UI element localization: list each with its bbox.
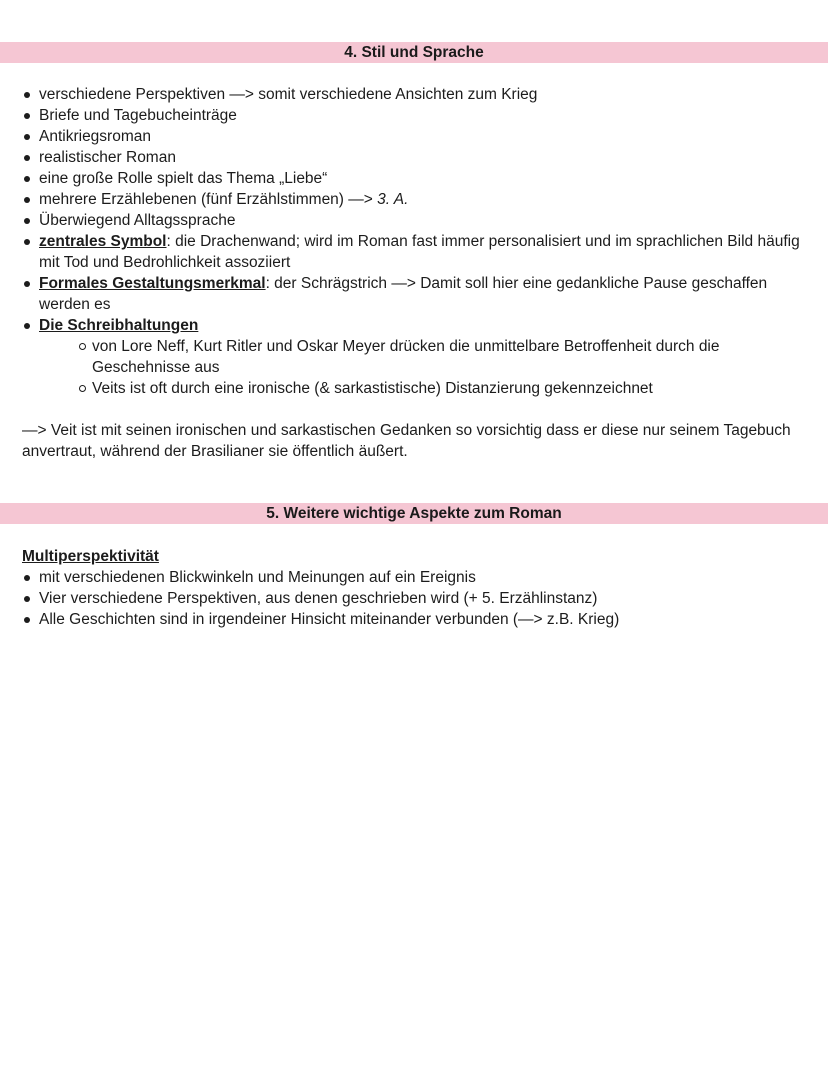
list-item: Überwiegend Alltagssprache xyxy=(22,210,812,231)
list-item-symbol: zentrales Symbol: die Drachenwand; wird im Roman fast immer personalisiert und im sprachlichen Bild häufig mit Tod und Bedrohlichkeit assoziiert xyxy=(22,231,812,273)
schreibhaltungen-sublist xyxy=(39,336,812,399)
section-5-header xyxy=(0,503,828,524)
list-item: eine große Rolle spielt das Thema „Liebe“ xyxy=(22,168,812,189)
list-item-formal: Formales Gestaltungsmerkmal: der Schrägstrich —> Damit soll hier eine gedankliche Pause geschaffen werden es xyxy=(22,273,812,315)
sub-list-item: Veits ist oft durch eine ironische (& sarkastistische) Distanzierung gekennzeichnet xyxy=(39,378,812,399)
sub-list-item: von Lore Neff, Kurt Ritler und Oskar Meyer drücken die unmittelbare Betroffenheit durch die Geschehnisse aus xyxy=(39,336,812,378)
symbol-label: zentrales Symbol xyxy=(39,233,167,250)
section-4-list xyxy=(22,84,812,399)
schreibhaltungen-label: Die Schreibhaltungen xyxy=(39,317,199,334)
formal-label: Formales Gestaltungsmerkmal xyxy=(39,275,266,292)
list-item: Vier verschiedene Perspektiven, aus denen geschrieben wird (+ 5. Erzählinstanz) xyxy=(22,588,812,609)
list-item: verschiedene Perspektiven —> somit verschiedene Ansichten zum Krieg xyxy=(22,84,812,105)
section-4-title: 4. Stil und Sprache xyxy=(344,44,484,61)
section-5-title: 5. Weitere wichtige Aspekte zum Roman xyxy=(266,505,562,522)
conclusion-paragraph: —> Veit ist mit seinen ironischen und sarkastischen Gedanken so vorsichtig dass er diese nur seinem Tagebuch anvertraut, während der Brasilianer sie öffentlich äußert. xyxy=(22,422,791,460)
list-item: realistischer Roman xyxy=(22,147,812,168)
chapter-reference: 3. A. xyxy=(377,191,409,208)
list-item: mit verschiedenen Blickwinkeln und Meinungen auf ein Ereignis xyxy=(22,567,812,588)
section-5-list xyxy=(22,567,812,630)
list-item-schreibhaltungen xyxy=(22,315,812,399)
multiperspektivitaet-heading: Multiperspektivität xyxy=(22,548,159,565)
list-item: Alle Geschichten sind in irgendeiner Hinsicht miteinander verbunden (—> z.B. Krieg) xyxy=(22,609,812,630)
list-item: mehrere Erzählebenen (fünf Erzählstimmen) —> 3. A. xyxy=(22,189,812,210)
list-item: Briefe und Tagebucheinträge xyxy=(22,105,812,126)
section-4-header xyxy=(0,42,828,63)
list-item: Antikriegsroman xyxy=(22,126,812,147)
